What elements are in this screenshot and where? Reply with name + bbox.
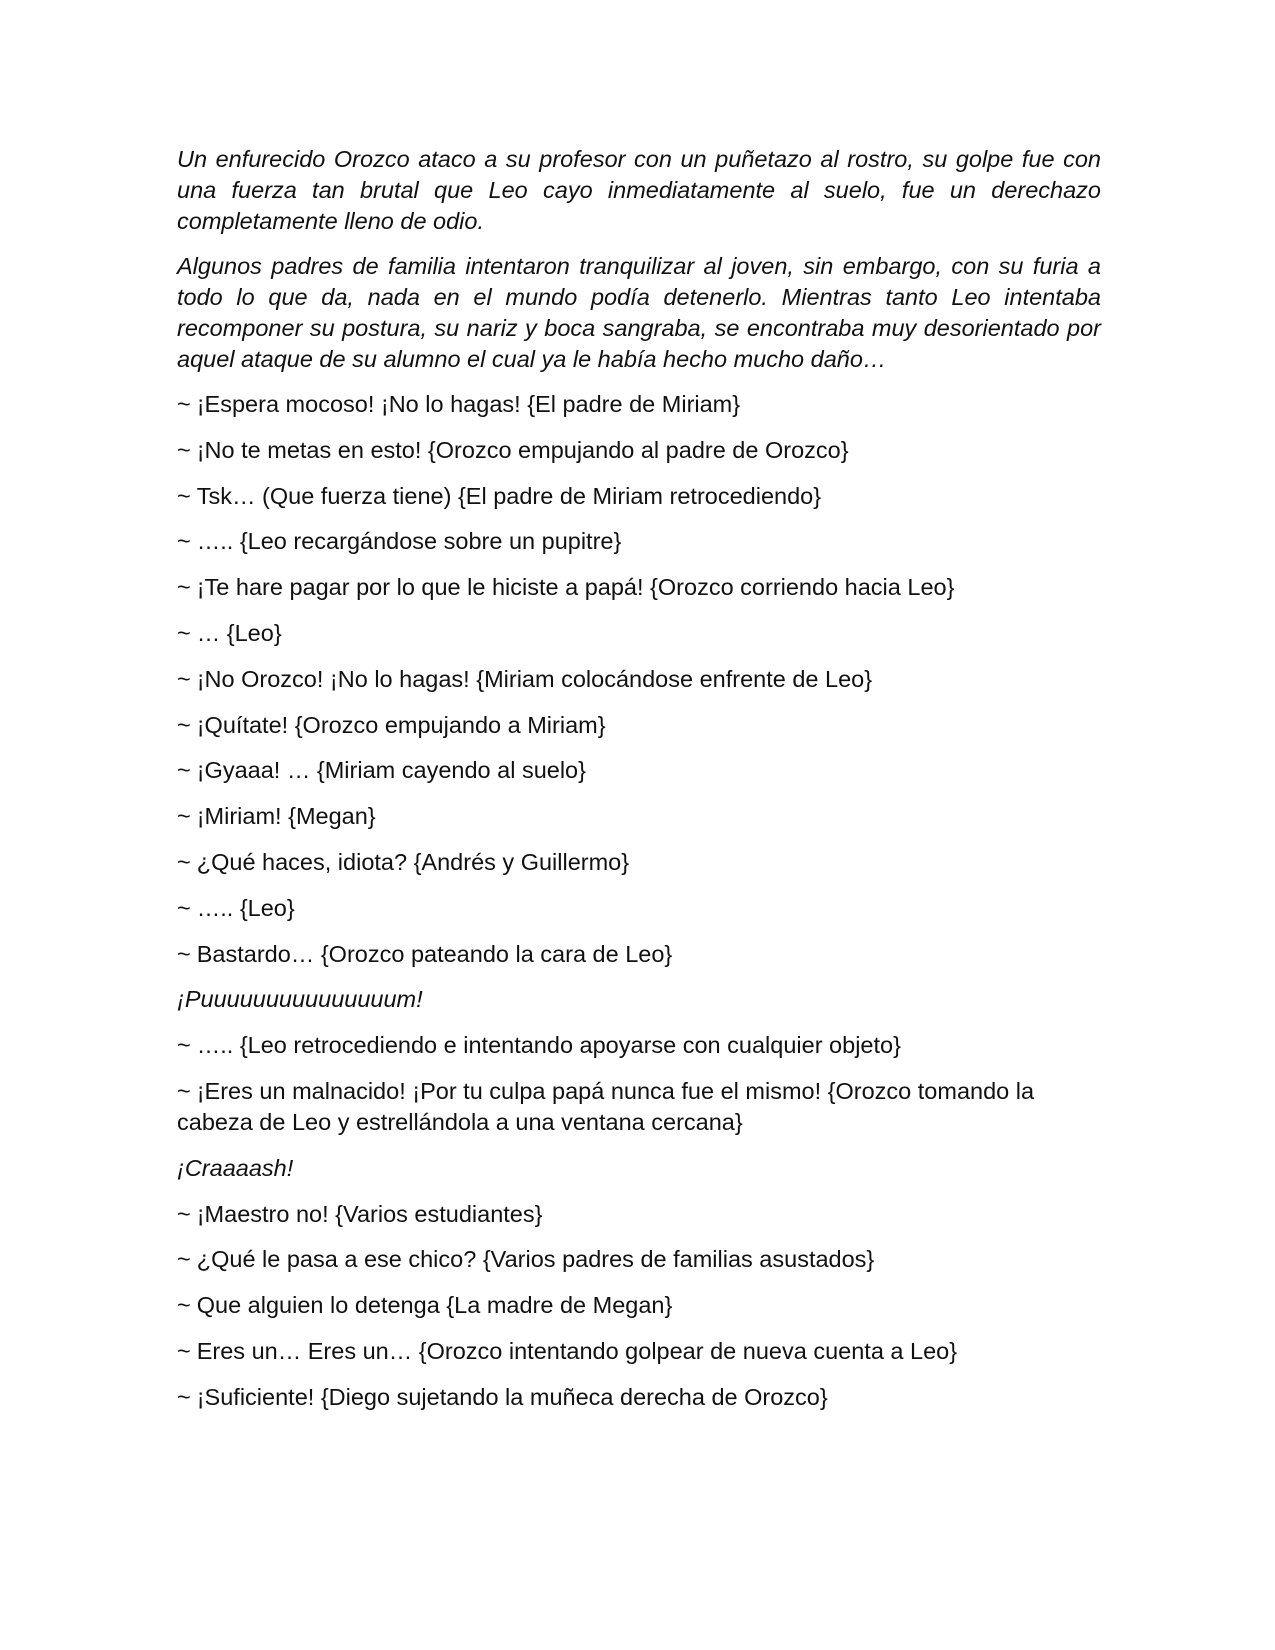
dialogue-marker: ~	[177, 848, 191, 875]
dialogue-marker: ~	[177, 1337, 191, 1364]
dialogue-text: Tsk… (Que fuerza tiene) {El padre de Miriam retrocediendo}	[196, 482, 822, 509]
dialogue-line	[177, 710, 1101, 741]
narrative-paragraph-1: Un enfurecido Orozco ataco a su profesor con un puñetazo al rostro, su golpe fue con una fuerza tan brutal que Leo cayo inmediatamente al suelo, fue un derechazo completamente lleno de odio.	[177, 146, 1101, 234]
dialogue-marker: ~	[177, 711, 191, 738]
dialogue-line	[177, 1244, 1101, 1275]
dialogue-line	[177, 618, 1101, 649]
dialogue-text: ¿Qué le pasa a ese chico? {Varios padres de familias asustados}	[196, 1246, 875, 1273]
dialogue-marker: ~	[177, 391, 191, 417]
dialogue-line	[177, 664, 1101, 695]
dialogue-marker: ~	[177, 619, 191, 646]
dialogue-line	[177, 1336, 1101, 1367]
dialogue-text: Que alguien lo detenga {La madre de Megan}	[196, 1292, 673, 1319]
dialogue-line	[177, 435, 1101, 466]
dialogue-marker: ~	[177, 665, 191, 692]
dialogue-list	[177, 389, 1101, 1413]
dialogue-marker: ~	[177, 1200, 191, 1227]
dialogue-marker: ~	[177, 482, 191, 509]
dialogue-text: ¡No Orozco! ¡No lo hagas! {Miriam colocándose enfrente de Leo}	[196, 665, 873, 692]
dialogue-marker: ~	[177, 940, 191, 967]
dialogue-text: ¡Suficiente! {Diego sujetando la muñeca derecha de Orozco}	[196, 1383, 828, 1410]
dialogue-marker: ~	[177, 894, 191, 921]
document-page	[177, 144, 1101, 1428]
dialogue-line	[177, 526, 1101, 557]
dialogue-marker: ~	[177, 757, 191, 784]
dialogue-line	[177, 939, 1101, 970]
dialogue-text: Eres un… Eres un… {Orozco intentando golpear de nueva cuenta a Leo}	[196, 1337, 958, 1364]
dialogue-line	[177, 481, 1101, 512]
dialogue-text: ….. {Leo}	[196, 894, 295, 921]
dialogue-marker: ~	[177, 1246, 191, 1273]
dialogue-marker: ~	[177, 1292, 191, 1319]
dialogue-marker: ~	[177, 803, 191, 830]
dialogue-line	[177, 389, 1101, 420]
dialogue-text: ¡Gyaaa! … {Miriam cayendo al suelo}	[196, 757, 586, 784]
sound-effect-line: ¡Puuuuuuuuuuuuuuum!	[177, 986, 423, 1013]
dialogue-marker: ~	[177, 1383, 191, 1410]
dialogue-line	[177, 572, 1101, 603]
dialogue-line	[177, 1076, 1101, 1138]
dialogue-line	[177, 801, 1101, 832]
dialogue-marker: ~	[177, 436, 191, 463]
dialogue-marker: ~	[177, 1032, 191, 1059]
dialogue-text: … {Leo}	[196, 619, 282, 646]
narrative-paragraph-2: Algunos padres de familia intentaron tranquilizar al joven, sin embargo, con su furia a todo lo que da, nada en el mundo podía detenerlo. Mientras tanto Leo intentaba recomponer su postura, su nariz y boca sangraba, se encontraba muy desorientado por aquel ataque de su alumno el cual ya le había hecho mucho daño…	[177, 253, 1101, 372]
dialogue-text: ¿Qué haces, idiota? {Andrés y Guillermo}	[196, 848, 630, 875]
dialogue-line	[177, 1382, 1101, 1413]
dialogue-line	[177, 1030, 1101, 1061]
dialogue-text: ¡No te metas en esto! {Orozco empujando al padre de Orozco}	[196, 436, 849, 463]
dialogue-line	[177, 1290, 1101, 1321]
dialogue-line	[177, 847, 1101, 878]
dialogue-text: ¡Te hare pagar por lo que le hiciste a papá! {Orozco corriendo hacia Leo}	[196, 574, 955, 601]
dialogue-marker: ~	[177, 1077, 191, 1104]
dialogue-text: ….. {Leo retrocediendo e intentando apoyarse con cualquier objeto}	[196, 1032, 901, 1059]
dialogue-text: Bastardo… {Orozco pateando la cara de Leo}	[196, 940, 673, 967]
dialogue-text: ¡Eres un malnacido! ¡Por tu culpa papá nunca fue el mismo! {Orozco tomando la cabeza de Leo y estrellándola a una ventana cercana}	[177, 1077, 1035, 1135]
dialogue-text: ¡Quítate! {Orozco empujando a Miriam}	[196, 711, 606, 738]
dialogue-text: ….. {Leo recargándose sobre un pupitre}	[196, 528, 622, 555]
dialogue-text: ¡Maestro no! {Varios estudiantes}	[196, 1200, 543, 1227]
dialogue-line	[177, 1199, 1101, 1230]
dialogue-line	[177, 755, 1101, 786]
sound-effect-line: ¡Craaaash!	[177, 1154, 294, 1181]
dialogue-line	[177, 893, 1101, 924]
dialogue-marker: ~	[177, 528, 191, 555]
dialogue-text: ¡Espera mocoso! ¡No lo hagas! {El padre de Miriam}	[196, 391, 741, 417]
dialogue-marker: ~	[177, 574, 191, 601]
dialogue-text: ¡Miriam! {Megan}	[196, 803, 376, 830]
